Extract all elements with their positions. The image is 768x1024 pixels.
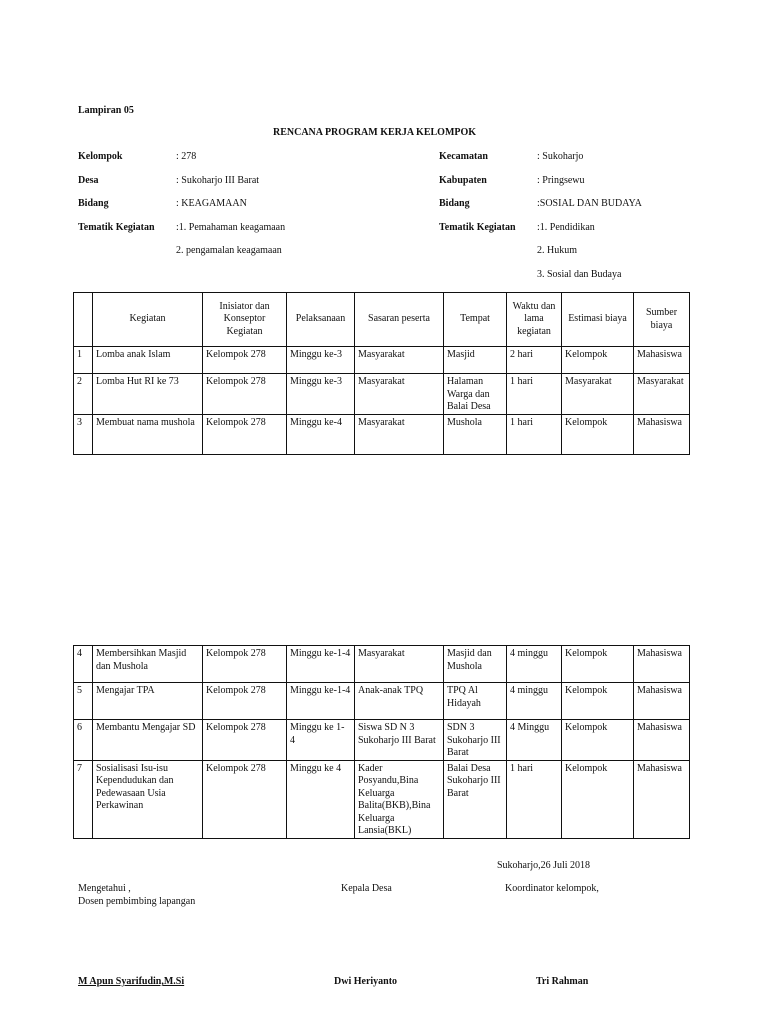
info-right-label-0: Kecamatan [439, 151, 488, 162]
table-cell: Sosialisasi Isu-isu Kependudukan dan Pedewasaan Usia Perkawinan [93, 760, 203, 838]
table-cell: Membersihkan Masjid dan Mushola [93, 646, 203, 683]
table-cell: Halaman Warga dan Balai Desa [444, 374, 507, 415]
info-left-value-1: : Sukoharjo III Barat [176, 175, 260, 186]
header-cell-waktu: Waktu dan lama kegiatan [507, 293, 562, 347]
info-right-label-2: Bidang [439, 198, 470, 209]
table-cell: 7 [74, 760, 93, 838]
info-left-value-0: : 278 [176, 151, 197, 162]
table-cell: Mengajar TPA [93, 683, 203, 720]
table-row [74, 720, 690, 761]
table-cell: Minggu ke-3 [287, 374, 355, 415]
info-right-extra-0: 2. Hukum [537, 245, 577, 256]
table-cell: Masyarakat [355, 347, 444, 374]
info-right-value-0: : Sukoharjo [537, 151, 584, 162]
table-cell: Masyarakat [355, 646, 444, 683]
table-row [74, 760, 690, 838]
table-cell: Mushola [444, 414, 507, 454]
info-left-value-3: :1. Pemahaman keagamaan [176, 222, 286, 233]
header-cell-inisiator: Inisiator dan Konseptor Kegiatan [203, 293, 287, 347]
table-cell: Membantu Mengajar SD [93, 720, 203, 761]
program-table-top [73, 292, 690, 455]
table-row [74, 414, 690, 454]
table-cell: Kelompok [562, 760, 634, 838]
table-cell: Mahasiswa [634, 347, 690, 374]
header-cell-number [74, 293, 93, 347]
table-cell: Masjid [444, 347, 507, 374]
table-row [74, 374, 690, 415]
table-cell: Anak-anak TPQ [355, 683, 444, 720]
table-cell: 3 [74, 414, 93, 454]
info-right-value-3: :1. Pendidikan [537, 222, 595, 233]
table-cell: Kelompok [562, 683, 634, 720]
table-cell: Minggu ke-3 [287, 347, 355, 374]
table-cell: Minggu ke 1- 4 [287, 720, 355, 761]
koordinator-label: Koordinator kelompok, [505, 883, 599, 894]
signature-koordinator: Tri Rahman [536, 976, 589, 987]
table-row [74, 347, 690, 374]
table-cell: 2 [74, 374, 93, 415]
table-cell: 1 hari [507, 374, 562, 415]
header-cell-pelaksanaan: Pelaksanaan [287, 293, 355, 347]
table-cell: Kelompok 278 [203, 646, 287, 683]
table-cell: Kelompok 278 [203, 414, 287, 454]
table-cell: Masyarakat [562, 374, 634, 415]
table-cell: TPQ Al Hidayah [444, 683, 507, 720]
table-cell: Kelompok 278 [203, 374, 287, 415]
info-right-label-1: Kabupaten [439, 175, 487, 186]
header-cell-estimasi: Estimasi biaya [562, 293, 634, 347]
place-date: Sukoharjo,26 Juli 2018 [497, 860, 591, 871]
info-right-value-1: : Pringsewu [537, 175, 585, 186]
info-left-label-0: Kelompok [78, 151, 123, 162]
table-cell: Masyarakat [355, 374, 444, 415]
table-cell: Masyarakat [634, 374, 690, 415]
table-cell: 1 [74, 347, 93, 374]
table-cell: SDN 3 Sukoharjo III Barat [444, 720, 507, 761]
table-cell: 4 Minggu [507, 720, 562, 761]
header-cell-sumber: Sumber biaya [634, 293, 690, 347]
table-cell: Minggu ke 4 [287, 760, 355, 838]
info-left-label-2: Bidang [78, 198, 109, 209]
table-cell: Kelompok [562, 720, 634, 761]
table-cell: Minggu ke-1-4 [287, 646, 355, 683]
table-row [74, 683, 690, 720]
mengetahui-label: Mengetahui , [78, 883, 131, 894]
table-cell: Kelompok 278 [203, 683, 287, 720]
table-header-row [74, 293, 690, 347]
info-left-extra: 2. pengamalan keagamaan [176, 245, 282, 256]
table-cell: 5 [74, 683, 93, 720]
table-cell: Lomba anak Islam [93, 347, 203, 374]
info-left-label-1: Desa [78, 175, 99, 186]
table-cell: 4 minggu [507, 683, 562, 720]
table-row [74, 646, 690, 683]
table-cell: 4 [74, 646, 93, 683]
info-right-label-3: Tematik Kegiatan [439, 222, 516, 233]
table-cell: Kelompok [562, 347, 634, 374]
info-left-value-2: : KEAGAMAAN [176, 198, 247, 209]
table-cell: Mahasiswa [634, 414, 690, 454]
dosen-role-label: Dosen pembimbing lapangan [78, 896, 196, 907]
table-cell: 6 [74, 720, 93, 761]
header-cell-tempat: Tempat [444, 293, 507, 347]
table-cell: Membuat nama mushola [93, 414, 203, 454]
program-table-bottom [73, 645, 690, 839]
table-cell: 1 hari [507, 760, 562, 838]
table-cell: Masyarakat [355, 414, 444, 454]
table-cell: Masjid dan Mushola [444, 646, 507, 683]
document-title: RENCANA PROGRAM KERJA KELOMPOK [273, 127, 477, 138]
table-cell: Mahasiswa [634, 720, 690, 761]
header-cell-kegiatan: Kegiatan [93, 293, 203, 347]
info-left-label-3: Tematik Kegiatan [78, 222, 155, 233]
signature-kepala-desa: Dwi Heriyanto [334, 976, 398, 987]
table-cell: Lomba Hut RI ke 73 [93, 374, 203, 415]
table-cell: Balai Desa Sukoharjo III Barat [444, 760, 507, 838]
table-cell: 4 minggu [507, 646, 562, 683]
kepala-desa-label: Kepala Desa [341, 883, 392, 894]
table-cell: 2 hari [507, 347, 562, 374]
table-cell: Kelompok 278 [203, 760, 287, 838]
table-cell: Minggu ke-4 [287, 414, 355, 454]
signature-dosen: M Apun Syarifudin,M.Si [78, 976, 185, 987]
table-cell: Mahasiswa [634, 760, 690, 838]
table-cell: Minggu ke-1-4 [287, 683, 355, 720]
lampiran-label: Lampiran 05 [78, 105, 134, 116]
table-cell: Mahasiswa [634, 646, 690, 683]
table-cell: Mahasiswa [634, 683, 690, 720]
table-cell: Kelompok [562, 414, 634, 454]
table-cell: 1 hari [507, 414, 562, 454]
info-right-value-2: :SOSIAL DAN BUDAYA [537, 198, 642, 209]
info-right-extra-1: 3. Sosial dan Budaya [537, 269, 622, 280]
header-cell-sasaran: Sasaran peserta [355, 293, 444, 347]
table-cell: Kelompok [562, 646, 634, 683]
table-cell: Siswa SD N 3 Sukoharjo III Barat [355, 720, 444, 761]
table-cell: Kelompok 278 [203, 720, 287, 761]
table-cell: Kader Posyandu,Bina Keluarga Balita(BKB),Bina Keluarga Lansia(BKL) [355, 760, 444, 838]
table-cell: Kelompok 278 [203, 347, 287, 374]
